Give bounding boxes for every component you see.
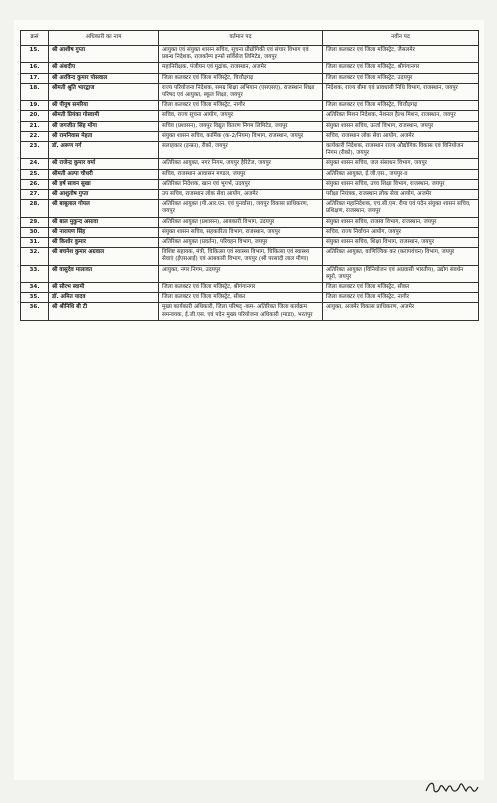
officer-name-cell: श्री अंशदीप (49, 63, 159, 73)
new-post-cell: कार्यकारी निदेशक, राजस्थान राज्य औद्योगिक विकास एवं विनियोजन निगम (रीको), जयपुर (323, 142, 479, 159)
new-post-cell: अतिरिक्त महानिदेशक, एच.सी.एम. रीपा एवं पदेन संयुक्त शासन सचिव, प्रशिक्षण, राजस्थान, जयपुर (323, 200, 479, 217)
serial-cell: 32. (21, 248, 49, 265)
table-row (21, 179, 479, 189)
header-current-post: वर्तमान पद (159, 31, 323, 46)
new-post-cell: संयुक्त शासन सचिव, शिक्षा विभाग, राजस्थान, जयपुर (323, 238, 479, 248)
serial-cell: 27. (21, 190, 49, 200)
serial-cell: 26. (21, 179, 49, 189)
new-post-cell: जिला कलक्टर एवं जिला मजिस्ट्रेट, उदयपुर (323, 73, 479, 83)
officer-name-cell: श्रीमती प्रियंका गोस्वामी (49, 111, 159, 121)
officer-name-cell: श्री आशीष गुप्ता (49, 46, 159, 63)
officer-name-cell: श्री राजेन्द्र कुमार वर्मा (49, 159, 159, 169)
table-row (21, 121, 479, 131)
current-post-cell: संयुक्त शासन सचिव, सहकारिता विभाग, राजस्थान, जयपुर (159, 227, 323, 237)
officer-name-cell: श्री रामनिवास मेहता (49, 131, 159, 141)
new-post-cell: अतिरिक्त आयुक्त, वाणिज्यिक कर (करापवंचन) विभाग, जयपुर (323, 248, 479, 265)
table-header-row (21, 31, 479, 46)
new-post-cell: संयुक्त शासन सचिव, जल संसाधन विभाग, जयपुर (323, 159, 479, 169)
officer-name-cell: श्रीमती अल्पा चौधरी (49, 169, 159, 179)
header-serial: क्रसं (21, 31, 49, 46)
officer-name-cell: श्री अरविन्द कुमार पोसवाल (49, 73, 159, 83)
current-post-cell: आयुक्त, नगर निगम, उदयपुर (159, 265, 323, 282)
officer-name-cell: श्री आशुतोष गुप्ता (49, 190, 159, 200)
table-row (21, 227, 479, 237)
new-post-cell: आयुक्त, अजमेर विकास प्राधिकरण, अजमेर (323, 303, 479, 320)
new-post-cell: अतिरिक्त आयुक्त (विनियोजन एवं अप्रवासी भारतीय), उद्योग संवर्धन ब्यूरो, जयपुर (323, 265, 479, 282)
new-post-cell: संयुक्त शासन सचिव, ऊर्जा विभाग, राजस्थान, जयपुर (323, 121, 479, 131)
table-row (21, 217, 479, 227)
table-row (21, 293, 479, 303)
officer-name-cell: श्री जगजीत सिंह मोंगा (49, 121, 159, 131)
new-post-cell: जिला कलक्टर एवं जिला मजिस्ट्रेट, जैसलमेर (323, 46, 479, 63)
table-row (21, 73, 479, 83)
table-row (21, 169, 479, 179)
serial-cell: 17. (21, 73, 49, 83)
table-row (21, 111, 479, 121)
current-post-cell: अतिरिक्त आयुक्त (पी.आर.एन. एवं पुनर्वास), जयपुर विकास प्राधिकरण, जयपुर (159, 200, 323, 217)
document-page (14, 20, 484, 780)
new-post-cell: जिला कलक्टर एवं जिला मजिस्ट्रेट, सीकर (323, 283, 479, 293)
table-row (21, 200, 479, 217)
new-post-cell: सचिव, राजस्थान लोक सेवा आयोग, अजमेर (323, 131, 479, 141)
serial-cell: 25. (21, 169, 49, 179)
serial-cell: 29. (21, 217, 49, 227)
table-row (21, 101, 479, 111)
serial-cell: 24. (21, 159, 49, 169)
serial-cell: 19. (21, 101, 49, 111)
officer-name-cell: श्री नारायण सिंह (49, 227, 159, 237)
table-row (21, 159, 479, 169)
header-officer-name: अधिकारी का नाम (49, 31, 159, 46)
serial-cell: 22. (21, 131, 49, 141)
serial-cell: 20. (21, 111, 49, 121)
current-post-cell: विशिष्ट सहायक, मंत्री, चिकित्सा एवं स्वास्थ्य विभाग, चिकित्सा एवं स्वास्थ्य सेवाएं (ईएसआई) एवं आबकारी विभाग, जयपुर (श्री परसादी लाल मीणा) (159, 248, 323, 265)
table-row (21, 283, 479, 293)
officer-name-cell: श्री पीयुष समरिया (49, 101, 159, 111)
table-row (21, 238, 479, 248)
serial-cell: 18. (21, 83, 49, 100)
serial-cell: 36. (21, 303, 49, 320)
current-post-cell: जिला कलक्टर एवं जिला मजिस्ट्रेट, श्रीगंगानगर (159, 283, 323, 293)
serial-cell: 31. (21, 238, 49, 248)
current-post-cell: अतिरिक्त आयुक्त (प्रवर्तन), परिवहन विभाग, जयपुर (159, 238, 323, 248)
table-row (21, 131, 479, 141)
current-post-cell: महानिरीक्षक, पंजीयन एवं मुद्रांक, राजस्थान, अजमेर (159, 63, 323, 73)
officer-name-cell: श्री बाबूलाल गोयल (49, 200, 159, 217)
new-post-cell: अतिरिक्त आयुक्त, ई.जी.एस., जयपुर-II (323, 169, 479, 179)
signature-mark (422, 775, 482, 799)
table-row (21, 248, 479, 265)
officer-name-cell: श्री बचनेश कुमार अग्रवाल (49, 248, 159, 265)
officer-name-cell: श्रीमती श्रुति भारद्वाज (49, 83, 159, 100)
new-post-cell: संयुक्त शासन सचिव, उच्च शिक्षा विभाग, राजस्थान, जयपुर (323, 179, 479, 189)
serial-cell: 28. (21, 200, 49, 217)
serial-cell: 33. (21, 265, 49, 282)
officer-name-cell: श्री सौरभ स्वामी (49, 283, 159, 293)
current-post-cell: संयुक्त शासन सचिव, कार्मिक (क-2/नियम) विभाग, राजस्थान, जयपुर (159, 131, 323, 141)
serial-cell: 35. (21, 293, 49, 303)
serial-cell: 23. (21, 142, 49, 159)
serial-cell: 30. (21, 227, 49, 237)
current-post-cell: सचिव (प्रशासन), जयपुर विद्युत वितरण निगम लिमिटेड, जयपुर (159, 121, 323, 131)
current-post-cell: अतिरिक्त आयुक्त (प्रशासन), आबकारी विभाग, उदयपुर (159, 217, 323, 227)
officer-name-cell: श्री हर्ष सावन सुखा (49, 179, 159, 189)
current-post-cell: सचिव, राजस्थान आवासन मण्डल, जयपुर (159, 169, 323, 179)
current-post-cell: जिला कलक्टर एवं जिला मजिस्ट्रेट, चित्तौड़गढ़ (159, 73, 323, 83)
serial-cell: 21. (21, 121, 49, 131)
table-row (21, 83, 479, 100)
officer-name-cell: डॉ. अरूण गर्ग (49, 142, 159, 159)
officer-name-cell: श्री वासुदेव मालावत (49, 265, 159, 282)
new-post-cell: जिला कलक्टर एवं जिला मजिस्ट्रेट, नागौर (323, 293, 479, 303)
current-post-cell: राज्य परियोजना निदेशक, समग्र शिक्षा अभियान (एसएसए), राजस्थान शिक्षा परिषद एवं आयुक्त, स्कूल शिक्षा, जयपुर (159, 83, 323, 100)
current-post-cell: सचिव, राज्य सूचना आयोग, जयपुर (159, 111, 323, 121)
header-new-post: नवीन पद (323, 31, 479, 46)
officer-name-cell: श्री बाल मुकुन्द असावा (49, 217, 159, 227)
current-post-cell: उप सचिव, राजस्थान लोक सेवा आयोग, अजमेर (159, 190, 323, 200)
table-row (21, 303, 479, 320)
current-post-cell: मुख्य कार्यकारी अधिकारी, जिला परिषद् -कम- अतिरिक्त जिला कार्यक्रम समन्वयक, ई.जी.एस. एवं पदेन मुख्य परियोजना अधिकारी (माडा), भरतपुर (159, 303, 323, 320)
table-row (21, 265, 479, 282)
new-post-cell: जिला कलक्टर एवं जिला मजिस्ट्रेट, चित्तौड़गढ़ (323, 101, 479, 111)
new-post-cell: संयुक्त शासन सचिव, राजस्व विभाग, राजस्थान, जयपुर (323, 217, 479, 227)
table-row (21, 46, 479, 63)
serial-cell: 15. (21, 46, 49, 63)
current-post-cell: अतिरिक्त निदेशक, खान एवं भूगर्भ, उदयपुर (159, 179, 323, 189)
new-post-cell: जिला कलक्टर एवं जिला मजिस्ट्रेट, श्रीगंगानगर (323, 63, 479, 73)
current-post-cell: आयुक्त एवं संयुक्त शासन सचिव, सूचना प्रौद्योगिकी एवं संचार विभाग एवं प्रबन्ध निदेशक, राजकॉम्प इन्फो सर्विसेज लिमिटेड, जयपुर (159, 46, 323, 63)
current-post-cell: जिला कलक्टर एवं जिला मजिस्ट्रेट, नागौर (159, 101, 323, 111)
officer-name-cell: श्री श्रीनिधि बी टी (49, 303, 159, 320)
table-row (21, 63, 479, 73)
current-post-cell: सलाहकार (इन्फ्रा), रीको, जयपुर (159, 142, 323, 159)
new-post-cell: निदेशक, राज्य बीमा एवं प्रावधायी निधि विभाग, राजस्थान, जयपुर (323, 83, 479, 100)
table-row (21, 190, 479, 200)
officer-name-cell: श्री किशोर कुमार (49, 238, 159, 248)
current-post-cell: अतिरिक्त आयुक्त, नगर निगम, जयपुर हैरिटेज, जयपुर (159, 159, 323, 169)
serial-cell: 16. (21, 63, 49, 73)
transfer-table (20, 30, 479, 321)
serial-cell: 34. (21, 283, 49, 293)
new-post-cell: परीक्षा नियंत्रक, राजस्थान लोक सेवा आयोग, अजमेर (323, 190, 479, 200)
new-post-cell: अतिरिक्त मिशन निदेशक, नेशनल हैल्थ मिशन, राजस्थान, जयपुर (323, 111, 479, 121)
new-post-cell: सचिव, राज्य निर्वाचन आयोग, जयपुर (323, 227, 479, 237)
current-post-cell: जिला कलक्टर एवं जिला मजिस्ट्रेट, सीकर (159, 293, 323, 303)
table-row (21, 142, 479, 159)
signature (422, 775, 482, 799)
officer-name-cell: डॉ. अमित यादव (49, 293, 159, 303)
